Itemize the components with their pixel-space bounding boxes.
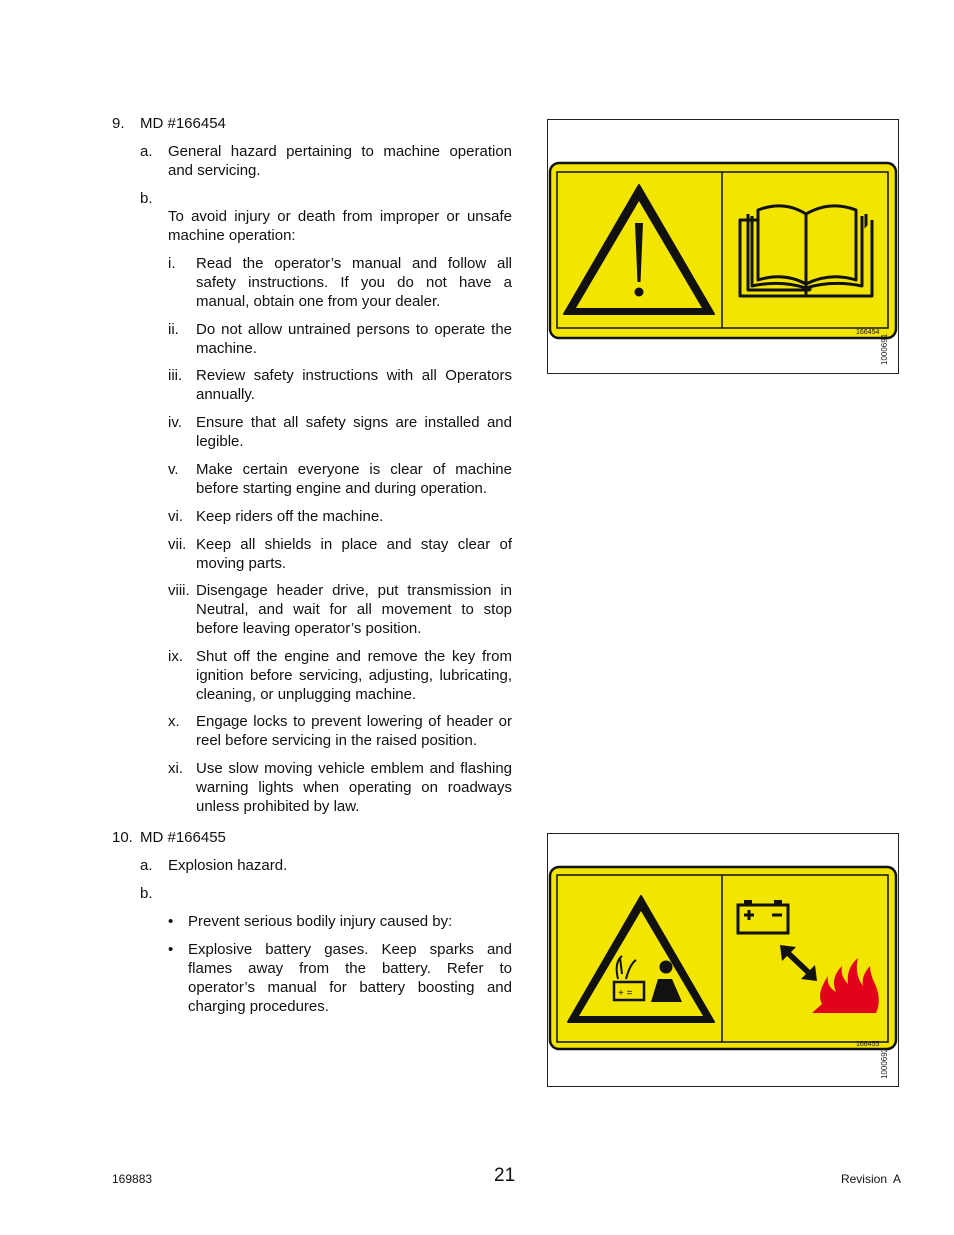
figure-id-label: 1000692 [880,1047,889,1079]
item-9-number: 9. [112,115,125,132]
page-number: 21 [494,1165,516,1186]
step-text: Keep riders off the machine. [196,508,384,525]
step-text: Do not allow untrained persons to operate the machine. [196,321,512,357]
decal-number-label: 166454 [856,329,880,336]
step-text: Make certain everyone is clear of machine before starting engine and during operation. [196,461,512,497]
step-text: Shut off the engine and remove the key from ignition before servicing, adjusting, lubricating, cleaning, or unplugging machine. [196,648,512,703]
step-label: x. [168,713,180,730]
bullet-mark: • [168,941,174,958]
step-text: Ensure that all safety signs are installed and legible. [196,414,512,450]
step-text: Use slow moving vehicle emblem and flashing warning lights when operating on roadways unless prohibited by law. [196,760,512,815]
step-label: v. [168,461,179,478]
step-label: iii. [168,367,183,384]
figure-id-label: 1000691 [880,333,889,365]
footer-doc-number: 169883 [112,1172,153,1186]
item-10-b-label: b. [140,885,153,902]
step-label: xi. [168,760,183,777]
step-label: viii. [168,582,190,599]
step-text: Keep all shields in place and stay clear of moving parts. [196,536,512,572]
item-9 [112,114,512,814]
step-label: ix. [168,648,183,665]
decal-166454-graphic [548,120,898,373]
item-9-a-label: a. [140,143,153,160]
item-9-a-text: General hazard pertaining to machine operation and servicing. [168,143,512,179]
bullet-text: Explosive battery gases. Keep sparks and flames away from the battery. Refer to operator’s manual for battery boosting and charging procedures. [188,941,512,1015]
figure-decal-166454 [547,119,899,374]
operator-manual-book-icon [740,206,872,296]
step-label: vii. [168,536,187,553]
figure-decal-166455 [547,833,899,1087]
step-label: vi. [168,508,183,525]
item-9-heading: MD #166454 [140,115,226,132]
svg-text:+ =: + = [618,988,633,999]
item-10-number: 10. [112,829,133,846]
step-text: Engage locks to prevent lowering of header or reel before servicing in the raised position. [196,713,512,749]
step-label: iv. [168,414,182,431]
item-9-b-text: To avoid injury or death from improper or unsafe machine operation: [168,208,512,244]
step-label: i. [168,255,176,272]
decal-166455-graphic [548,834,898,1086]
step-label: ii. [168,321,179,338]
bullet-text: Prevent serious bodily injury caused by: [188,913,453,930]
step-text: Read the operator’s manual and follow all safety instructions. If you do not have a manual, obtain one from your dealer. [196,255,512,310]
bullet-mark: • [168,913,174,930]
step-text: Disengage header drive, put transmission in Neutral, and wait for all movement to stop before leaving operator’s position. [196,582,512,637]
item-10-heading: MD #166455 [140,829,226,846]
item-10-a-label: a. [140,857,153,874]
step-text: Review safety instructions with all Operators annually. [196,367,512,403]
footer-revision: Revision A [840,1172,901,1186]
decal-number-label: 166455 [856,1041,880,1048]
item-10 [112,828,512,1028]
item-9-b-label: b. [140,190,153,207]
item-10-a-text: Explosion hazard. [168,857,288,874]
